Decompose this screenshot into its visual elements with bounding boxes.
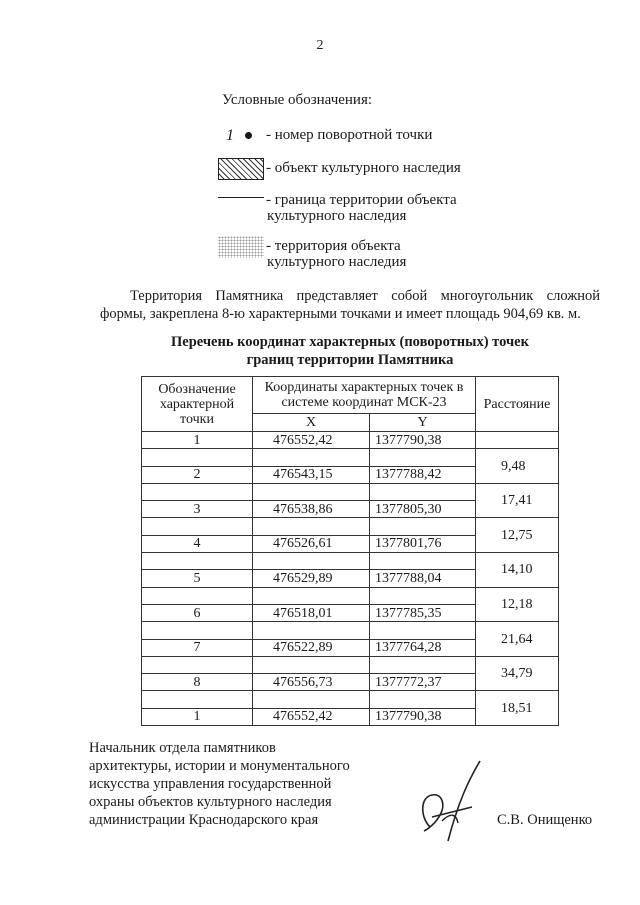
point-name-cell: 1 — [142, 708, 253, 725]
y-coordinate-cell: 1377801,76 — [370, 535, 476, 552]
gap-cell — [370, 553, 476, 570]
legend-item-territory — [218, 236, 407, 270]
signatory-position-line: Начальник отдела памятников — [89, 740, 276, 756]
legend-item-heritage-object — [218, 158, 461, 180]
point-name-cell: 4 — [142, 535, 253, 552]
gap-cell — [142, 483, 253, 500]
point-number-label: 1 — [226, 127, 234, 144]
turning-point-symbol — [218, 127, 258, 145]
table-gap-row — [142, 587, 559, 604]
table-title-line: границ территории Памятника — [246, 352, 454, 368]
header-x: X — [253, 414, 370, 432]
signatory-position-line: охраны объектов культурного наследия — [89, 794, 332, 810]
distance-cell: 34,79 — [476, 656, 559, 691]
y-coordinate-cell: 1377788,42 — [370, 466, 476, 483]
header-y: Y — [370, 414, 476, 432]
legend-item-label: - территория объекта — [266, 238, 401, 254]
y-coordinate-cell: 1377785,35 — [370, 604, 476, 621]
point-name-cell: 1 — [142, 432, 253, 449]
point-name-cell: 3 — [142, 501, 253, 518]
gap-cell — [142, 587, 253, 604]
gap-cell — [370, 449, 476, 466]
distance-cell: 12,18 — [476, 587, 559, 622]
y-coordinate-cell: 1377764,28 — [370, 639, 476, 656]
gap-cell — [370, 656, 476, 673]
gap-cell — [253, 691, 370, 708]
x-coordinate-cell: 476518,01 — [253, 604, 370, 621]
table-gap-row — [142, 449, 559, 466]
header-coordinates: Координаты характерных точек в системе координат МСК-23 — [253, 377, 476, 414]
gap-cell — [253, 518, 370, 535]
table-gap-row — [142, 553, 559, 570]
y-coordinate-cell: 1377772,37 — [370, 674, 476, 691]
x-coordinate-cell: 476529,89 — [253, 570, 370, 587]
table-row — [142, 432, 559, 449]
gap-cell — [142, 622, 253, 639]
table-gap-row — [142, 483, 559, 500]
territory-description — [100, 287, 600, 323]
distance-cell: 17,41 — [476, 483, 559, 518]
y-coordinate-cell: 1377790,38 — [370, 432, 476, 449]
gap-cell — [253, 483, 370, 500]
distance-cell: 18,51 — [476, 691, 559, 726]
point-name-cell: 5 — [142, 570, 253, 587]
description-line: формы, закреплена 8-ю характерными точками и имеет площадь 904,69 кв. м. — [100, 306, 581, 322]
signatory-position-line: искусства управления государственной — [89, 776, 332, 792]
x-coordinate-cell: 476543,15 — [253, 466, 370, 483]
gap-cell — [142, 449, 253, 466]
gap-cell — [253, 587, 370, 604]
distance-cell: 21,64 — [476, 622, 559, 657]
point-name-cell: 2 — [142, 466, 253, 483]
gap-cell — [253, 656, 370, 673]
y-coordinate-cell: 1377788,04 — [370, 570, 476, 587]
hatch-pattern-icon — [218, 158, 264, 180]
distance-spacer-cell — [476, 432, 559, 449]
legend-item-label-continued: культурного наследия — [267, 254, 407, 270]
legend-item-point-number — [218, 127, 433, 145]
legend-title: Условные обозначения: — [222, 92, 373, 108]
point-name-cell: 6 — [142, 604, 253, 621]
legend-item-label: - номер поворотной точки — [266, 127, 433, 143]
header-distance: Расстояние — [476, 377, 559, 432]
x-coordinate-cell: 476552,42 — [253, 708, 370, 725]
x-coordinate-cell: 476526,61 — [253, 535, 370, 552]
header-point-name: Обозначение характерной точки — [142, 377, 253, 432]
distance-cell: 9,48 — [476, 449, 559, 484]
boundary-line-icon — [218, 192, 264, 202]
signatory-name: С.В. Онищенко — [497, 812, 593, 828]
x-coordinate-cell: 476522,89 — [253, 639, 370, 656]
table-title — [0, 333, 640, 369]
gap-cell — [142, 656, 253, 673]
legend-item-label-continued: культурного наследия — [267, 208, 407, 224]
point-dot-icon — [245, 132, 252, 139]
distance-cell: 14,10 — [476, 553, 559, 588]
table-gap-row — [142, 656, 559, 673]
coordinates-table — [141, 376, 559, 726]
x-coordinate-cell: 476552,42 — [253, 432, 370, 449]
distance-cell: 12,75 — [476, 518, 559, 553]
gap-cell — [253, 622, 370, 639]
gap-cell — [370, 518, 476, 535]
table-gap-row — [142, 691, 559, 708]
table-gap-row — [142, 518, 559, 535]
gap-cell — [370, 622, 476, 639]
y-coordinate-cell: 1377790,38 — [370, 708, 476, 725]
gap-cell — [142, 553, 253, 570]
y-coordinate-cell: 1377805,30 — [370, 501, 476, 518]
signatory-position-line: архитектуры, истории и монументального — [89, 758, 350, 774]
legend-item-label: - объект культурного наследия — [266, 160, 461, 176]
table-gap-row — [142, 622, 559, 639]
gap-cell — [370, 691, 476, 708]
x-coordinate-cell: 476538,86 — [253, 501, 370, 518]
gap-cell — [253, 449, 370, 466]
x-coordinate-cell: 476556,73 — [253, 674, 370, 691]
point-name-cell: 8 — [142, 674, 253, 691]
legend-item-label: - граница территории объекта — [266, 192, 457, 208]
coordinates-table-body — [142, 432, 559, 726]
gap-cell — [370, 483, 476, 500]
gap-cell — [370, 587, 476, 604]
page-number: 2 — [316, 38, 324, 53]
signatory-position — [89, 739, 350, 829]
gap-cell — [142, 691, 253, 708]
dotted-area-icon — [218, 236, 264, 258]
point-name-cell: 7 — [142, 639, 253, 656]
handwritten-signature — [402, 757, 492, 847]
signatory-position-line: администрации Краснодарского края — [89, 812, 319, 828]
gap-cell — [253, 553, 370, 570]
gap-cell — [142, 518, 253, 535]
description-line: Территория Памятника представляет собой многоугольник сложной — [130, 288, 600, 304]
table-title-line: Перечень координат характерных (поворотных) точек — [171, 334, 529, 350]
legend-item-boundary — [218, 192, 457, 224]
